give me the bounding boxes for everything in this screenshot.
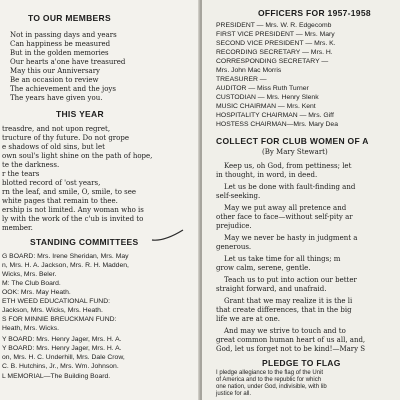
officers-heading: OFFICERS FOR 1957-1958 — [258, 8, 371, 18]
officer-line: HOSPITALITY CHAIRMAN — Mrs. Giff — [216, 112, 334, 119]
text-line: tructure of thy future. Do not grope — [2, 134, 129, 142]
poem-line: The years have given you. — [10, 94, 103, 102]
collect-line: life we are at one. — [216, 315, 280, 323]
pledge-line: of America and to the republic for which — [216, 377, 322, 383]
collect-line: May we put away all pretence and — [224, 204, 347, 212]
this-year-heading: THIS YEAR — [56, 109, 104, 119]
collect-line: self-seeking. — [216, 192, 261, 200]
committee-line: ETH WEED EDUCATIONAL FUND: — [2, 298, 110, 305]
text-line: member. — [2, 224, 33, 232]
officer-line: SECOND VICE PRESIDENT — Mrs. K. — [216, 40, 336, 47]
officer-line: HOSTESS CHAIRMAN—Mrs. Mary Dea — [216, 121, 338, 128]
committees-heading: STANDING COMMITTEES — [30, 237, 139, 247]
committee-line: L MEMORIAL—The Building Board. — [2, 373, 111, 380]
pledge-line: one nation, under God, indivisible, with lib — [216, 384, 327, 390]
collect-line: straight forward, and unafraid. — [216, 285, 327, 293]
poem-line: Be an occasion to review — [10, 76, 99, 84]
collect-line: Grant that we may realize it is the li — [224, 297, 353, 305]
text-line: rn the leaf, and smile, O, smile, to see — [2, 188, 137, 196]
text-line: ly with the work of the c'ub is invited to — [2, 215, 144, 223]
text-line: ership is not limited. Any woman who is — [2, 206, 144, 214]
officer-line: CORRESPONDING SECRETARY — — [216, 58, 329, 65]
committee-line: Heath, Mrs. Wicks. — [2, 325, 60, 332]
committee-line: Jackson, Mrs. Wicks, Mrs. Heath. — [2, 307, 103, 314]
officer-line: MUSIC CHAIRMAN — Mrs. Kent — [216, 103, 316, 110]
collect-line: Let us be done with fault-finding and — [224, 183, 356, 191]
text-line: r the tears — [2, 170, 40, 178]
collect-line: Teach us to put into action our better — [224, 276, 357, 284]
committee-line: S FOR MINNIE BREUCKMAN FUND: — [2, 316, 117, 323]
collect-line: Let us take time for all things; m — [224, 255, 341, 263]
collect-line: great common human heart of us all, and, — [216, 336, 366, 344]
officer-line: FIRST VICE PRESIDENT — Mrs. Mary — [216, 31, 335, 38]
collect-line: that create differences, that in the big — [216, 306, 352, 314]
poem-line: The achievement and the joys — [10, 85, 116, 93]
pledge-line: I pledge allegiance to the flag of the Unit — [216, 370, 324, 376]
committee-line: M: The Club Board. — [2, 280, 61, 287]
committee-line: OOK: Mrs. May Heath. — [2, 289, 71, 296]
text-line: blotted record of 'ost years, — [2, 179, 101, 187]
officer-line: RECORDING SECRETARY — Mrs. H. — [216, 49, 333, 56]
pen-tick-mark — [150, 228, 186, 244]
committee-line: on, Mrs. H. C. Underhill, Mrs. Dale Crow, — [2, 354, 125, 361]
committee-line: G BOARD: Mrs. Irene Sheridan, Mrs. May — [2, 253, 129, 260]
poem-line: Our hearts a'one have treasured — [10, 58, 126, 66]
committee-line: Wicks, Mrs. Beler. — [2, 271, 57, 278]
collect-author: (By Mary Stewart) — [262, 148, 328, 156]
committee-line: n, Mrs. H. A. Jackson, Mrs. R. H. Madden, — [2, 262, 129, 269]
committee-line: C. B. Hutchins, Jr., Mrs. Wm. Johnson. — [2, 363, 119, 370]
collect-line: God, let us forget not to be kind!—Mary S — [216, 345, 366, 353]
collect-line: other face to face—without self-pity ar — [216, 213, 353, 221]
officer-line: AUDITOR — Miss Ruth Turner — [216, 85, 309, 92]
text-line: own soul's light shine on the path of hope, — [2, 152, 153, 160]
text-line: te the darkness. — [2, 161, 60, 169]
officer-line: TREASURER — — [216, 76, 267, 83]
pledge-line: justice for all. — [216, 391, 252, 397]
poem-line: But in the golden memories — [10, 49, 109, 57]
members-heading: TO OUR MEMBERS — [28, 13, 111, 23]
collect-line: May we never be hasty in judgment a — [224, 234, 358, 242]
collect-heading: COLLECT FOR CLUB WOMEN OF A — [216, 136, 369, 146]
collect-line: generous. — [216, 243, 252, 251]
collect-line: in thought, in word, in deed. — [216, 171, 318, 179]
officer-line: PRESIDENT — Mrs. W. R. Edgecomb — [216, 22, 332, 29]
poem-line: Not in passing days and years — [10, 31, 117, 39]
poem-line: Can happiness be measured — [10, 40, 111, 48]
text-line: treasdre, and not upon regret, — [2, 125, 111, 133]
right-page — [202, 0, 400, 400]
committee-line: Y BOARD: Mrs. Henry Jager, Mrs. H. A. — [2, 336, 122, 343]
officer-line: CUSTODIAN — Mrs. Henry Slenk — [216, 94, 319, 101]
text-line: e shadows of old sins, but let — [2, 143, 105, 151]
poem-line: May this our Anniversary — [10, 67, 101, 75]
collect-line: prejudice. — [216, 222, 252, 230]
committee-line: Y BOARD: Mrs. Henry Jager, Mrs. H. A. — [2, 345, 122, 352]
collect-line: Keep us, oh God, from pettiness; let — [224, 162, 352, 170]
collect-line: grow calm, serene, gentle. — [216, 264, 311, 272]
officer-line: Mrs. John Mac Morris — [216, 67, 282, 74]
collect-line: And may we strive to touch and to — [224, 327, 346, 335]
pledge-heading: PLEDGE TO FLAG — [262, 358, 341, 368]
text-line: white pages that remain to thee. — [2, 197, 118, 205]
